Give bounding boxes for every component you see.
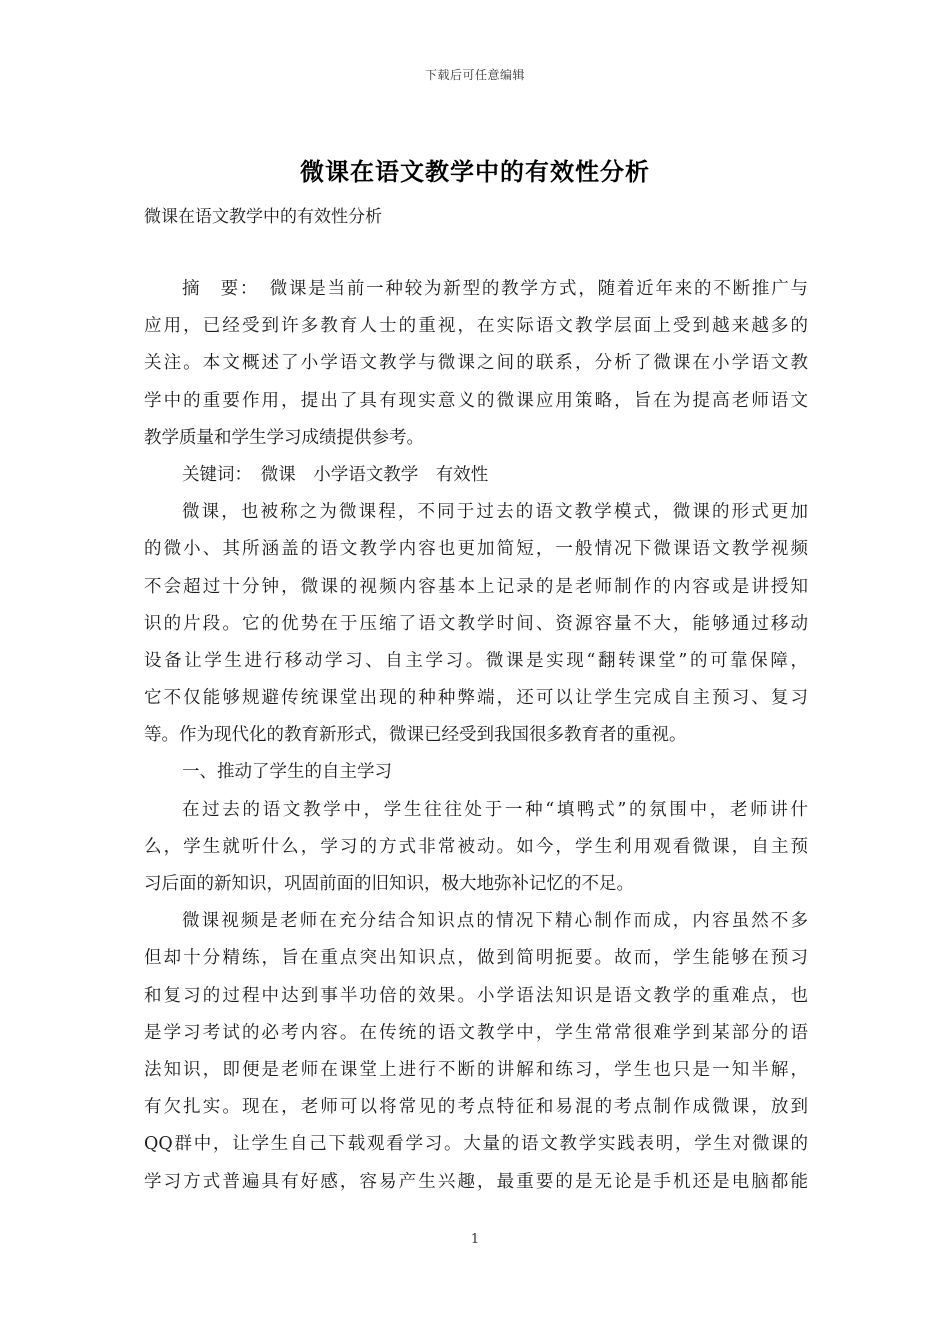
paragraph-line: 微课，也被称之为微课程，不同于过去的语文教学模式，微课的形式更加 <box>182 502 808 523</box>
abstract-line: 摘 要： 微课是当前一种较为新型的教学方式，随着近年来的不断推广与 <box>182 279 808 299</box>
paragraph-line: 等。作为现代化的教育新形式，微课已经受到我国很多教育者的重视。 <box>144 725 687 746</box>
keywords-line: 关键词： 微课 小学语文教学 有效性 <box>182 464 489 485</box>
page-header: 下载后可任意编辑 <box>424 68 525 82</box>
document-body <box>144 271 808 1201</box>
paragraph-line: 有欠扎实。现在，老师可以将常见的考点特征和易混的考点制作成微课，放到 <box>144 1097 808 1118</box>
paragraph-line: 在过去的语文教学中，学生往往处于一种“填鸭式”的氛围中，老师讲什 <box>182 799 808 820</box>
paragraph-line: 是学习考试的必考内容。在传统的语文教学中，学生常常很难学到某部分的语 <box>144 1022 808 1043</box>
paragraph-line: 识的片段。它的优势在于压缩了语文教学时间、资源容量不大，能够通过移动 <box>144 613 808 634</box>
document-subtitle: 微课在语文教学中的有效性分析 <box>144 207 382 227</box>
abstract-line: 应用，已经受到许多教育人士的重视，在实际语文教学层面上受到越来越多的 <box>144 316 808 337</box>
paragraph-line: 学习方式普遍具有好感，容易产生兴趣，最重要的是无论是手机还是电脑都能 <box>144 1171 808 1192</box>
paragraph-line: 的微小、其所涵盖的语文教学内容也更加简短，一般情况下微课语文教学视频 <box>144 539 808 560</box>
paragraph-line: 设备让学生进行移动学习、自主学习。微课是实现“翻转课堂”的可靠保障， <box>144 650 808 671</box>
page-number: 1 <box>470 1232 480 1247</box>
paragraph-line: 习后面的新知识，巩固前面的旧知识，极大地弥补记忆的不足。 <box>144 874 634 894</box>
paragraph-line: 它不仅能够规避传统课堂出现的种种弊端，还可以让学生完成自主预习、复习 <box>144 688 808 709</box>
paragraph-line: 么，学生就听什么，学习的方式非常被动。如今，学生利用观看微课，自主预 <box>144 836 808 857</box>
paragraph-line: 不会超过十分钟，微课的视频内容基本上记录的是老师制作的内容或是讲授知 <box>144 576 808 597</box>
paragraph-line: 和复习的过程中达到事半功倍的效果。小学语法知识是语文教学的重难点，也 <box>144 985 808 1006</box>
paragraph-line: 法知识，即便是老师在课堂上进行不断的讲解和练习，学生也只是一知半解， <box>144 1059 808 1080</box>
abstract-line: 关注。本文概述了小学语文教学与微课之间的联系，分析了微课在小学语文教 <box>144 353 808 374</box>
section-heading: 一、推动了学生的自主学习 <box>182 762 392 783</box>
paragraph-line: 但却十分精练，旨在重点突出知识点，做到简明扼要。故而，学生能够在预习 <box>144 948 808 969</box>
paragraph-line: 微课视频是老师在充分结合知识点的情况下精心制作而成，内容虽然不多 <box>182 911 808 932</box>
abstract-line: 教学质量和学生学习成绩提供参考。 <box>144 427 424 448</box>
abstract-line: 学中的重要作用，提出了具有现实意义的微课应用策略，旨在为提高老师语文 <box>144 390 808 411</box>
paragraph-line: QQ群中，让学生自己下载观看学习。大量的语文教学实践表明，学生对微课的 <box>144 1134 808 1155</box>
document-title: 微课在语文教学中的有效性分析 <box>300 157 650 186</box>
